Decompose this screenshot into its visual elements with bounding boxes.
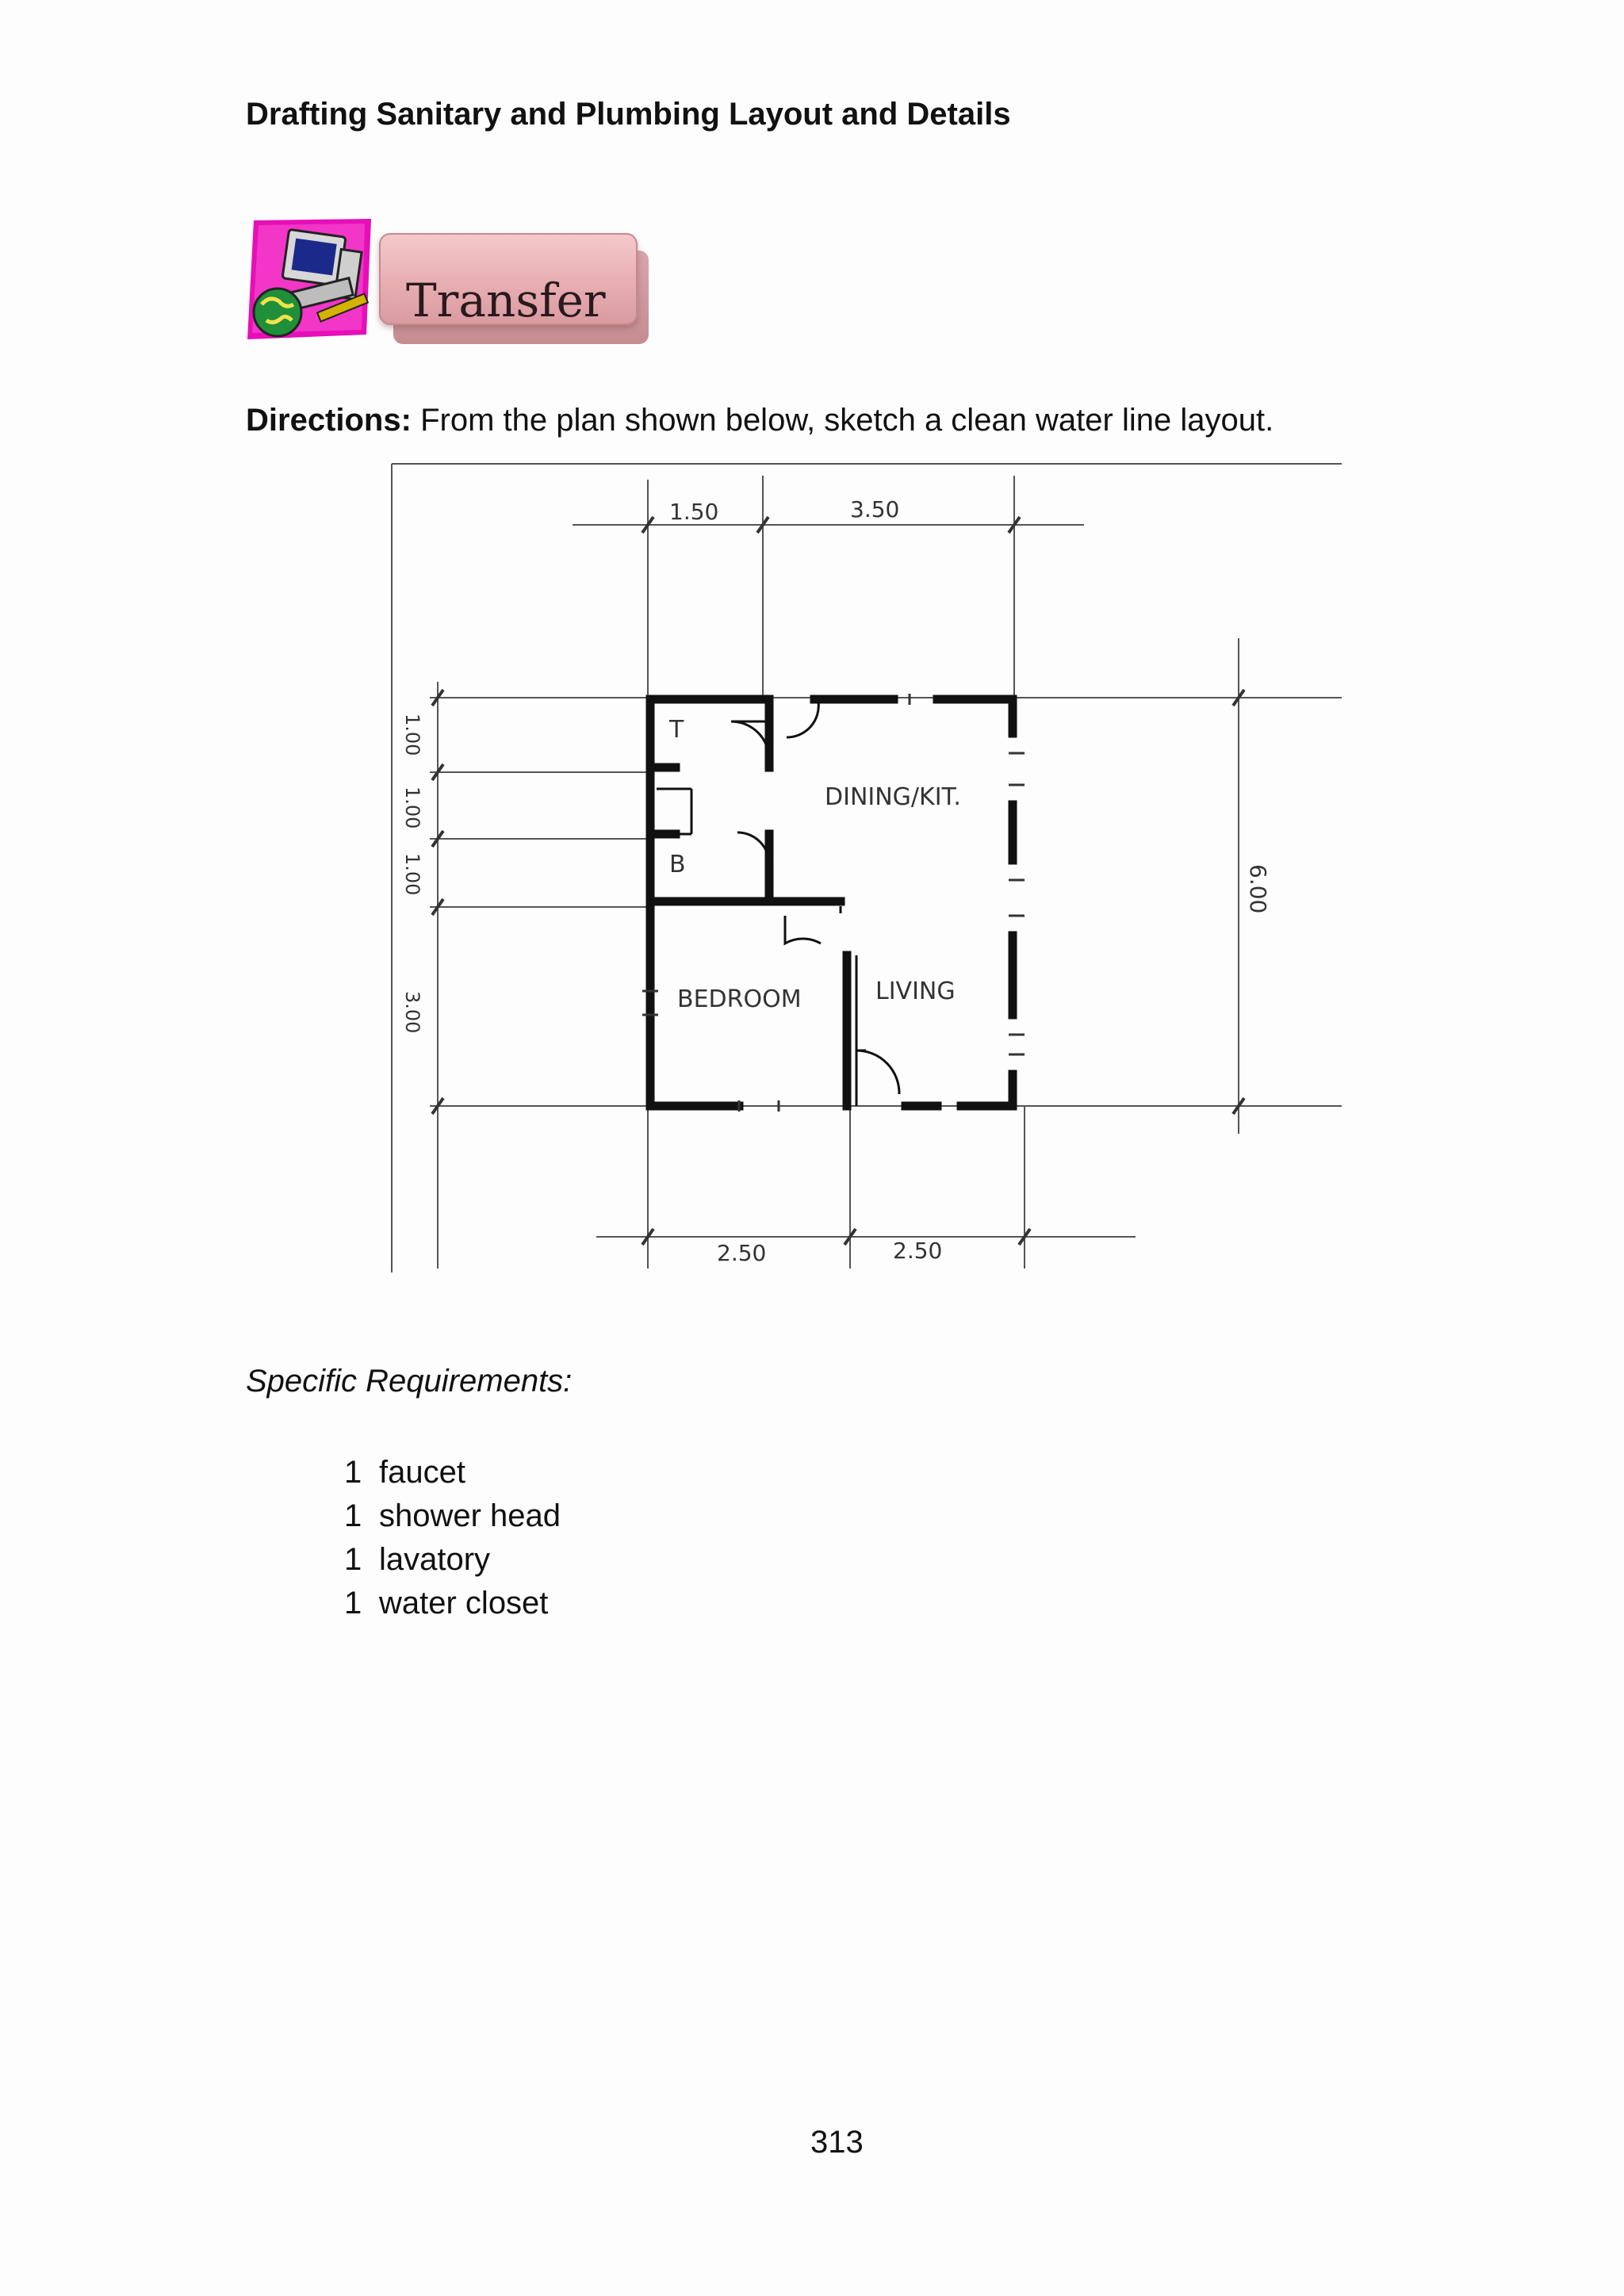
dimension-ticks bbox=[432, 517, 1244, 1245]
item-name: shower head bbox=[379, 1498, 561, 1533]
room-label-bedroom: BEDROOM bbox=[677, 985, 802, 1013]
dimension-labels bbox=[401, 496, 1271, 1266]
transfer-banner bbox=[244, 216, 657, 350]
item-name: lavatory bbox=[379, 1542, 491, 1577]
dim-bottom-right: 2.50 bbox=[893, 1238, 943, 1264]
list-item bbox=[344, 1451, 561, 1494]
directions-label: Directions: bbox=[246, 403, 412, 438]
item-qty: 1 bbox=[344, 1498, 362, 1533]
room-label-toilet: T bbox=[669, 716, 684, 744]
dim-top-right: 3.50 bbox=[850, 496, 900, 522]
directions-text: From the plan shown below, sketch a clean water line layout. bbox=[420, 403, 1274, 438]
plan-frame-lines bbox=[392, 464, 1342, 1272]
item-qty: 1 bbox=[344, 1542, 362, 1577]
item-qty: 1 bbox=[344, 1455, 362, 1490]
item-name: faucet bbox=[379, 1455, 465, 1490]
dim-bottom-left: 2.50 bbox=[717, 1240, 767, 1266]
room-label-bath: B bbox=[669, 851, 686, 878]
computer-globe-key-icon bbox=[244, 216, 376, 342]
plan-walls bbox=[650, 699, 1013, 1106]
list-item bbox=[344, 1582, 561, 1625]
transfer-tab bbox=[379, 233, 638, 325]
dim-left-1: 1.00 bbox=[401, 714, 423, 756]
list-item bbox=[344, 1494, 561, 1538]
room-labels bbox=[668, 716, 961, 1013]
requirements-list bbox=[344, 1451, 561, 1625]
dimension-lines bbox=[430, 476, 1342, 1269]
item-qty: 1 bbox=[344, 1586, 362, 1621]
floor-plan-sketch bbox=[390, 460, 1343, 1272]
directions-line bbox=[246, 403, 1274, 438]
dim-left-3: 1.00 bbox=[401, 853, 423, 896]
page-header-title: Drafting Sanitary and Plumbing Layout and Details bbox=[246, 97, 1011, 132]
requirements-title: Specific Requirements: bbox=[246, 1364, 573, 1399]
transfer-label: Transfer bbox=[406, 274, 606, 325]
dim-left-4: 3.00 bbox=[401, 991, 423, 1034]
item-name: water closet bbox=[379, 1586, 549, 1621]
room-label-dining: DINING/KIT. bbox=[825, 783, 961, 811]
room-label-living: LIVING bbox=[875, 978, 956, 1005]
dim-right: 6.00 bbox=[1245, 864, 1271, 914]
dim-left-2: 1.00 bbox=[401, 786, 423, 829]
page-number: 313 bbox=[810, 2125, 864, 2160]
dim-top-left: 1.50 bbox=[669, 499, 719, 525]
list-item bbox=[344, 1538, 561, 1582]
